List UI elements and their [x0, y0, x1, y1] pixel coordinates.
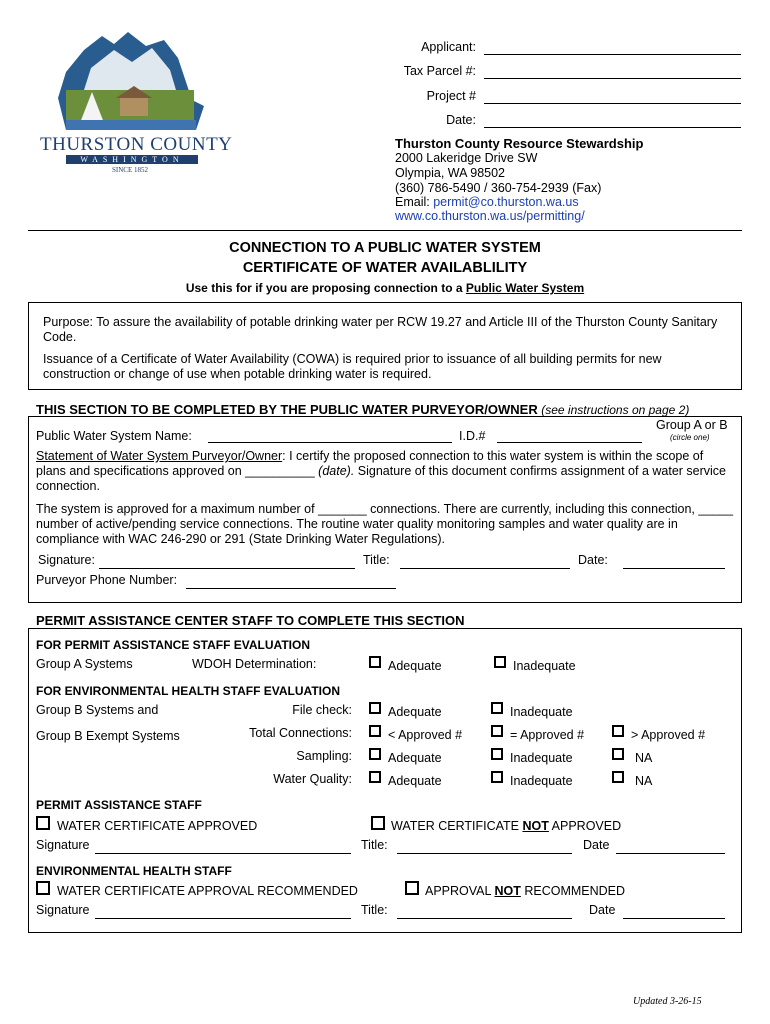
purveyor-date-field[interactable] — [623, 568, 725, 569]
purveyor-heading-note: (see instructions on page 2) — [541, 403, 690, 417]
form-title-line1: CONNECTION TO A PUBLIC WATER SYSTEM — [229, 240, 541, 256]
pa-date-label: Date — [583, 838, 610, 852]
statement-title: Statement of Water System Purveyor/Owner — [36, 449, 283, 463]
water-quality-label: Water Quality: — [273, 772, 352, 786]
applicant-field[interactable] — [484, 54, 741, 55]
system-name-label: Public Water System Name: — [36, 429, 192, 443]
sampling-adequate-label: Adequate — [388, 751, 442, 765]
agency-email-row — [395, 195, 579, 209]
purpose-box — [28, 302, 742, 390]
approval-recommended-checkbox[interactable] — [36, 881, 50, 895]
quality-na-label: NA — [635, 774, 653, 788]
quality-inadequate-label: Inadequate — [510, 774, 573, 788]
pa-title-label: Title: — [361, 838, 388, 852]
group-b-exempt-label: Group B Exempt Systems — [36, 729, 180, 743]
agency-phone: (360) 786-5490 / 360-754-2939 (Fax) — [395, 181, 602, 195]
total-connections-label: Total Connections: — [249, 726, 352, 740]
county-logo — [36, 28, 233, 178]
approval-recommended-label: WATER CERTIFICATE APPROVAL RECOMMENDED — [57, 884, 358, 898]
eh-eval-heading: FOR ENVIRONMENTAL HEALTH STAFF EVALUATION — [36, 684, 340, 698]
total-less-checkbox[interactable] — [369, 725, 381, 737]
eh-signature-label: Signature — [36, 903, 90, 917]
circle-one-note: (circle one) — [670, 433, 710, 442]
quality-na-checkbox[interactable] — [612, 771, 624, 783]
total-equal-checkbox[interactable] — [491, 725, 503, 737]
agency-name: Thurston County Resource Stewardship — [395, 136, 644, 151]
wdoh-adequate-checkbox[interactable] — [369, 656, 381, 668]
wdoh-adequate-label: Adequate — [388, 659, 442, 673]
system-name-field[interactable] — [208, 442, 452, 443]
purveyor-phone-label: Purveyor Phone Number: — [36, 573, 178, 587]
sampling-na-checkbox[interactable] — [612, 748, 624, 760]
group-b-label: Group B Systems and — [36, 703, 159, 717]
pa-staff-heading: PERMIT ASSISTANCE STAFF — [36, 798, 202, 812]
agency-address2: Olympia, WA 98502 — [395, 166, 506, 180]
form-title-line2: CERTIFICATE OF WATER AVAILABLILITY — [242, 260, 528, 276]
sampling-label: Sampling: — [296, 749, 352, 763]
statement-text-a: : I certify the proposed connection to this water system is within the scope of plans and specifications approved on __________ — [36, 449, 704, 478]
file-check-label: File check: — [292, 703, 352, 717]
sampling-inadequate-checkbox[interactable] — [491, 748, 503, 760]
pa-signature-field[interactable] — [95, 853, 351, 854]
quality-inadequate-checkbox[interactable] — [491, 771, 503, 783]
wc-approved-checkbox[interactable] — [36, 816, 50, 830]
purveyor-signature-label: Signature: — [38, 553, 95, 567]
staff-heading: PERMIT ASSISTANCE CENTER STAFF TO COMPLETE THIS SECTION — [36, 613, 465, 628]
purveyor-signature-field[interactable] — [99, 568, 355, 569]
file-check-inadequate-checkbox[interactable] — [491, 702, 503, 714]
eh-title-label: Title: — [361, 903, 388, 917]
date-label: Date: — [446, 113, 476, 127]
quality-adequate-label: Adequate — [388, 774, 442, 788]
sampling-adequate-checkbox[interactable] — [369, 748, 381, 760]
pa-eval-heading: FOR PERMIT ASSISTANCE STAFF EVALUATION — [36, 638, 310, 652]
agency-email-link[interactable]: permit@co.thurston.wa.us — [433, 195, 579, 209]
header-divider — [28, 230, 742, 231]
eh-title-field[interactable] — [397, 918, 572, 919]
id-field[interactable] — [497, 442, 642, 443]
approval-not-text-a: APPROVAL — [425, 884, 495, 898]
statement-date-note: (date). — [318, 464, 355, 478]
wc-not-approved-checkbox[interactable] — [371, 816, 385, 830]
form-subtitle-link: Public Water System — [465, 281, 585, 295]
agency-email-label: Email: — [395, 195, 434, 209]
applicant-label: Applicant: — [421, 40, 476, 54]
pa-signature-label: Signature — [36, 838, 90, 852]
pa-title-field[interactable] — [397, 853, 572, 854]
purpose-paragraph: Purpose: To assure the availability of potable drinking water per RCW 19.27 and Article III of the Thurston County Sanitary Code. — [43, 315, 718, 344]
group-a-label: Group A Systems — [36, 657, 133, 671]
project-field[interactable] — [484, 103, 741, 104]
date-field[interactable] — [484, 127, 741, 128]
purveyor-phone-field[interactable] — [186, 588, 396, 589]
wc-not-approved-text-b: APPROVED — [548, 819, 622, 833]
file-check-inadequate-label: Inadequate — [510, 705, 573, 719]
updated-note: Updated 3-26-15 — [633, 996, 702, 1007]
purveyor-title-label: Title: — [363, 553, 390, 567]
approval-not-not: NOT — [494, 884, 521, 898]
wdoh-inadequate-label: Inadequate — [513, 659, 576, 673]
form-subtitle — [0, 281, 770, 295]
purveyor-heading-text: THIS SECTION TO BE COMPLETED BY THE PUBLIC WATER PURVEYOR/OWNER — [36, 402, 538, 417]
quality-adequate-checkbox[interactable] — [369, 771, 381, 783]
total-equal-label: = Approved # — [510, 728, 585, 742]
wc-not-approved-text-a: WATER CERTIFICATE — [391, 819, 523, 833]
approval-paragraph: The system is approved for a maximum number of _______ connections. There are currently, including this connection, _____ number of active/pending service connections. The routine water quality monitoring samples and water quality are in compliance with WAC 246-290 or 291 (State Drinking Water Regulations). — [36, 502, 734, 546]
statement-paragraph — [36, 449, 732, 494]
tax-parcel-field[interactable] — [484, 78, 741, 79]
project-label: Project # — [426, 89, 476, 103]
id-label: I.D.# — [459, 429, 486, 443]
eh-date-field[interactable] — [623, 918, 725, 919]
approval-not-text-b: RECOMMENDED — [520, 884, 626, 898]
sampling-inadequate-label: Inadequate — [510, 751, 573, 765]
wc-not-approved-not: NOT — [522, 819, 549, 833]
wdoh-label: WDOH Determination: — [192, 657, 317, 671]
logo-state-name: WASHINGTON — [66, 155, 198, 164]
logo-since: SINCE 1852 — [112, 166, 148, 174]
approval-not-recommended-checkbox[interactable] — [405, 881, 419, 895]
statement-text-b: Signature of this document confirms assignment of a water service connection. — [36, 464, 727, 493]
group-label[interactable]: Group A or B — [656, 418, 728, 432]
tax-parcel-label: Tax Parcel #: — [403, 64, 476, 78]
eh-staff-heading: ENVIRONMENTAL HEALTH STAFF — [36, 864, 232, 878]
file-check-adequate-label: Adequate — [388, 705, 442, 719]
form-subtitle-text: Use this for if you are proposing connection to a — [185, 281, 466, 295]
wdoh-inadequate-checkbox[interactable] — [494, 656, 506, 668]
approval-not-recommended-label — [425, 884, 625, 898]
logo-county-name: THURSTON COUNTY — [40, 134, 233, 155]
total-greater-label: > Approved # — [631, 728, 706, 742]
wc-approved-label: WATER CERTIFICATE APPROVED — [57, 819, 258, 833]
eh-date-label: Date — [589, 903, 616, 917]
wc-not-approved-label — [391, 819, 621, 833]
purveyor-title-field[interactable] — [400, 568, 570, 569]
total-greater-checkbox[interactable] — [612, 725, 624, 737]
pa-date-field[interactable] — [616, 853, 725, 854]
purveyor-date-label: Date: — [578, 553, 608, 567]
purveyor-heading — [36, 402, 689, 417]
issuance-paragraph: Issuance of a Certificate of Water Availability (COWA) is required prior to issuance of all building permits for new construction or change of use when potable drinking water is required. — [43, 352, 662, 381]
sampling-na-label: NA — [635, 751, 653, 765]
agency-website-link[interactable]: www.co.thurston.wa.us/permitting/ — [395, 209, 585, 223]
total-less-label: < Approved # — [388, 728, 463, 742]
eh-signature-field[interactable] — [95, 918, 351, 919]
file-check-adequate-checkbox[interactable] — [369, 702, 381, 714]
agency-address1: 2000 Lakeridge Drive SW — [395, 151, 538, 165]
